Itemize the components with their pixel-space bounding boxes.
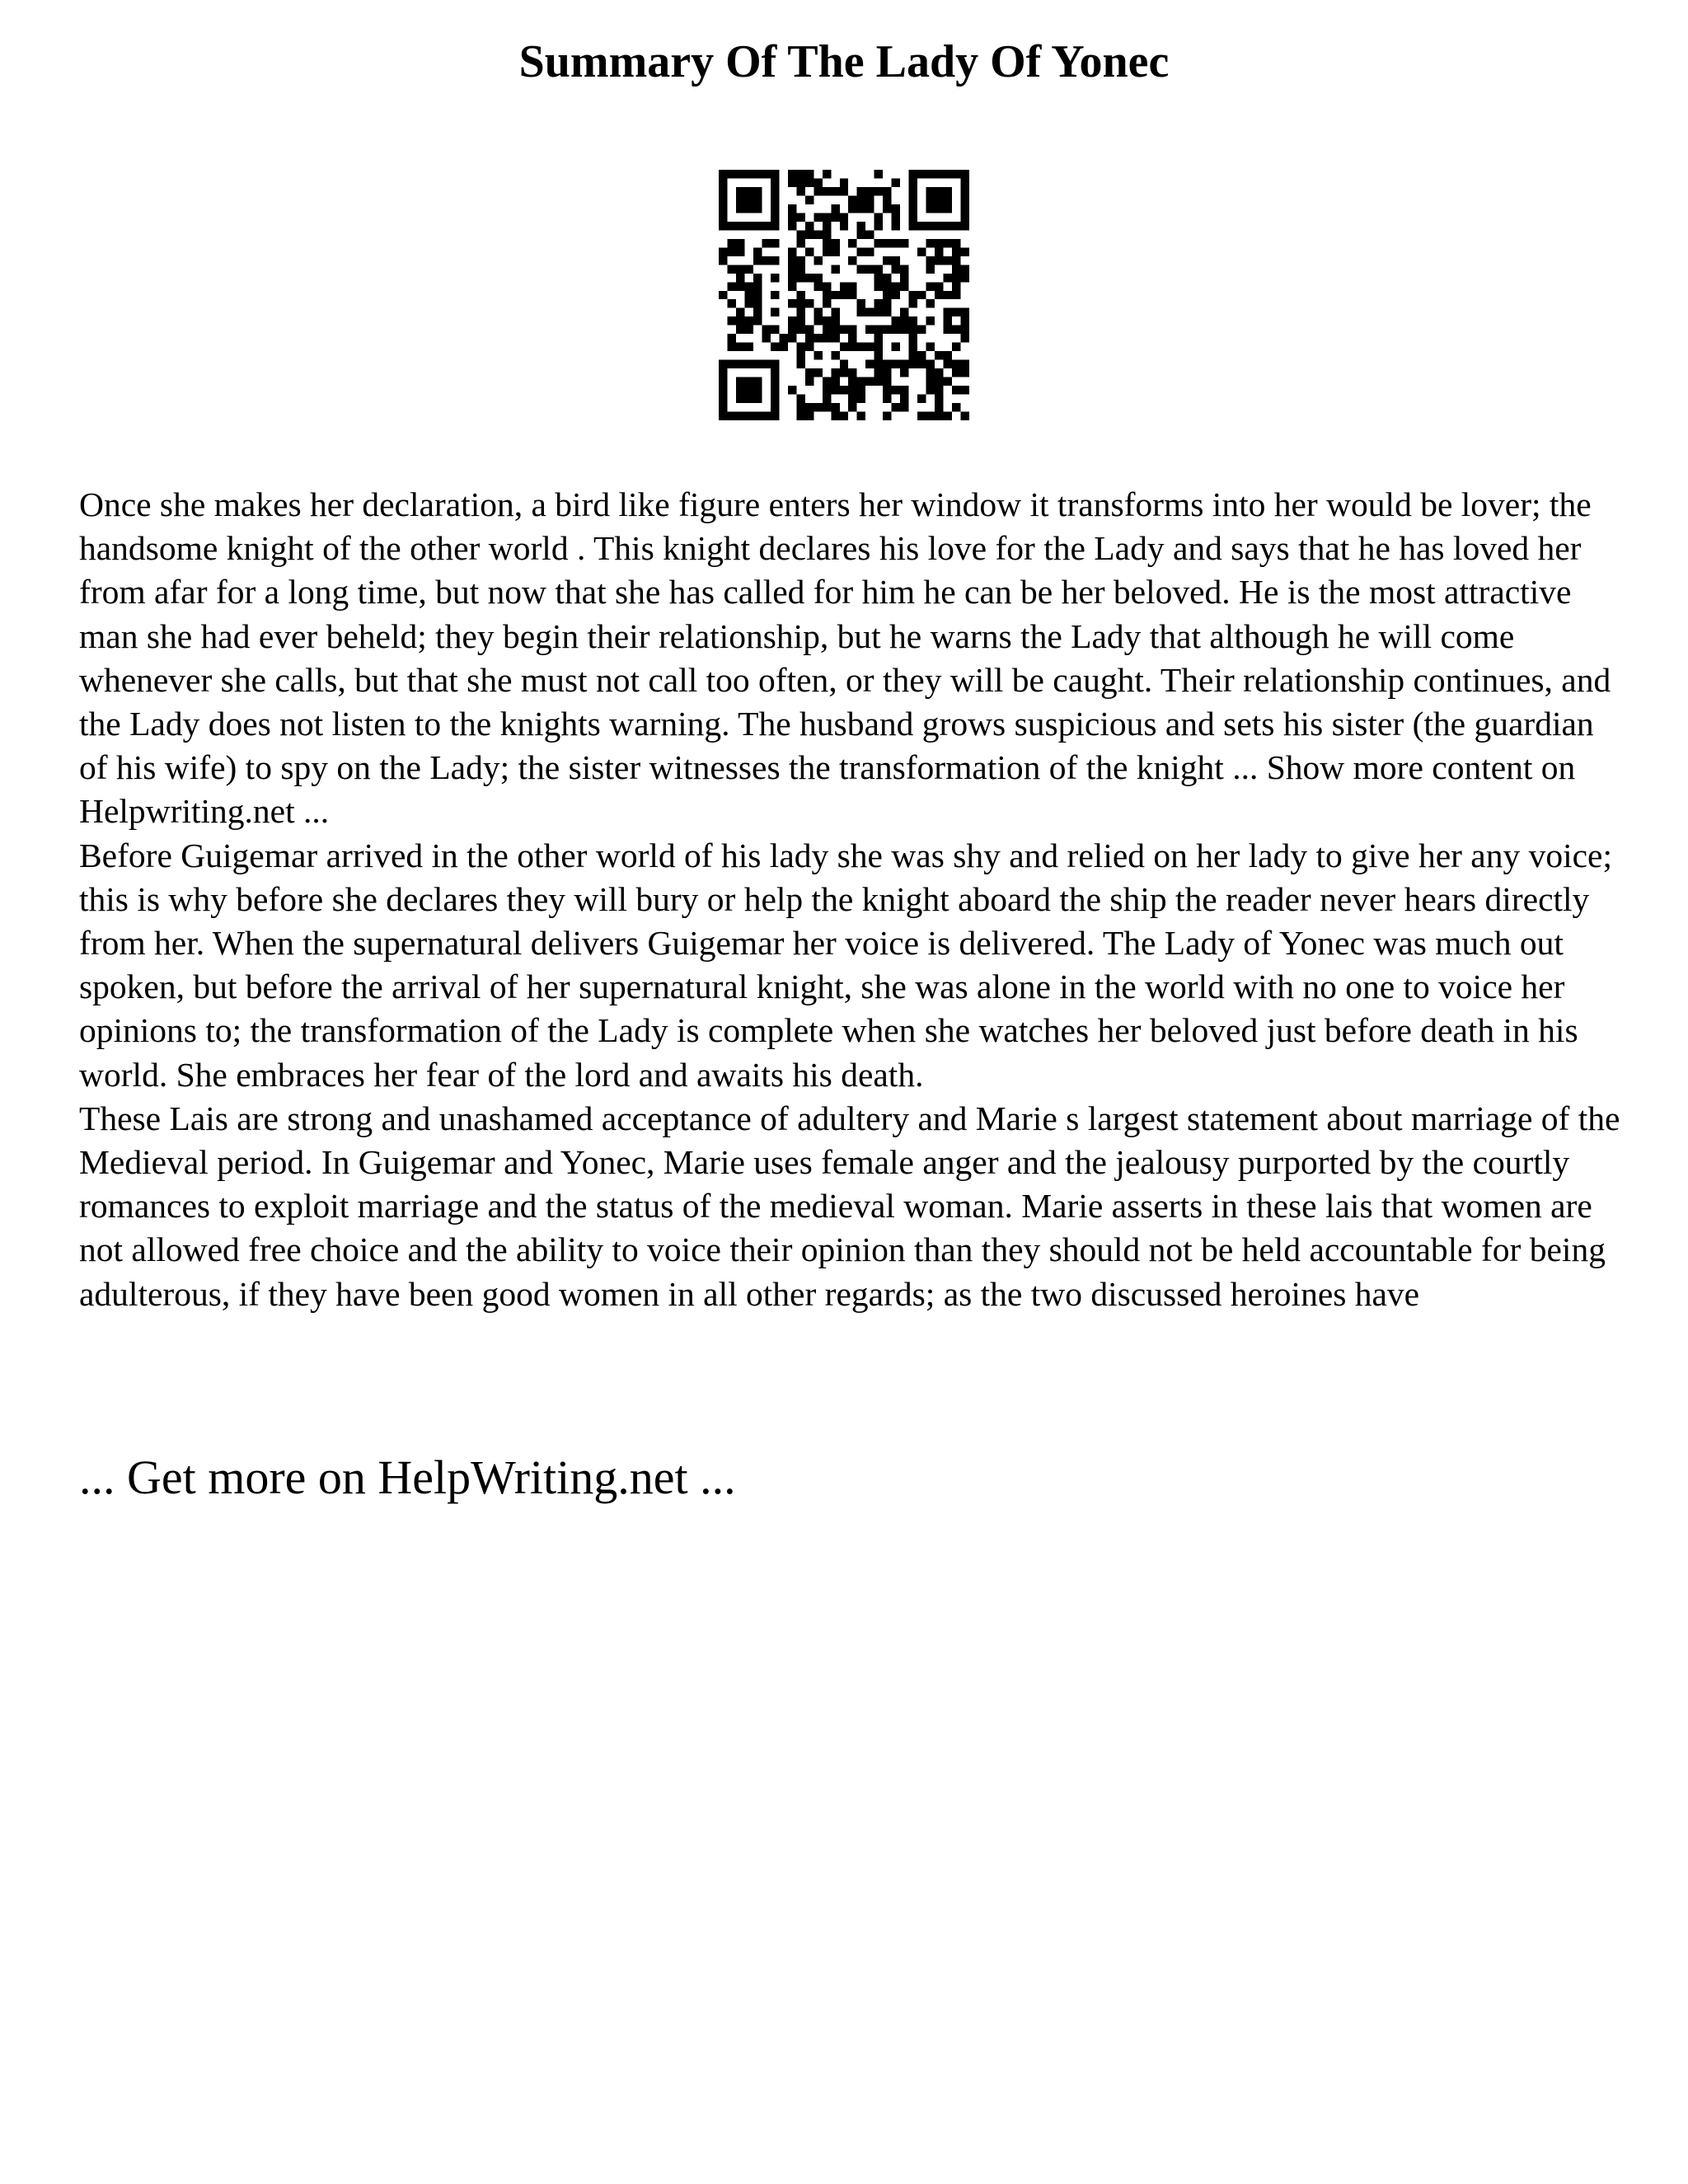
paragraph-1: Once she makes her declaration, a bird like figure enters her window it transforms into her would be lover; the handsome knight of the other world . This knight declares his love for the Lady and says that he has loved her from afar for a long time, but now that she has called for him he can be her beloved. He is the most attractive man she had ever beheld; they begin their relationship, but he warns the Lady that although he will come whenever she calls, but that she must not call too often, or they will be caught. Their relationship continues, and the Lady does not listen to the knights warning. The husband grows suspicious and sets his sister (the guardian of his wife) to spy on the Lady; the sister witnesses the transformation of the knight ... Show more content on Helpwriting.net ... (79, 485, 1611, 831)
paragraph-3: These Lais are strong and unashamed acceptance of adultery and Marie s largest statement about marriage of the Medieval period. In Guigemar and Yonec, Marie uses female anger and the jealousy purported by the courtly romances to exploit marriage and the status of the medieval woman. Marie asserts in these lais that women are not allowed free choice and the ability to voice their opinion than they should not be held accountable for being adulterous, if they have been good women in all other regards; as the two discussed heroines have (79, 1099, 1620, 1313)
page-title: Summary Of The Lady Of Yonec (518, 36, 1170, 87)
paragraph-2: Before Guigemar arrived in the other world of his lady she was shy and relied on her lady to give her any voice; this is why before she declares they will bury or help the knight aboard the ship the reader never hears directly from her. When the supernatural delivers Guigemar her voice is delivered. The Lady of Yonec was much out spoken, but before the arrival of her supernatural knight, she was alone in the world with no one to voice her opinions to; the transformation of the Lady is complete when she watches her beloved just before death in his world. She embraces her fear of the lord and awaits his death. (79, 836, 1613, 1094)
get-more-link[interactable]: ... Get more on HelpWriting.net ... (79, 1451, 736, 1504)
qr-code-icon (719, 170, 969, 420)
article-body (79, 483, 1629, 1316)
